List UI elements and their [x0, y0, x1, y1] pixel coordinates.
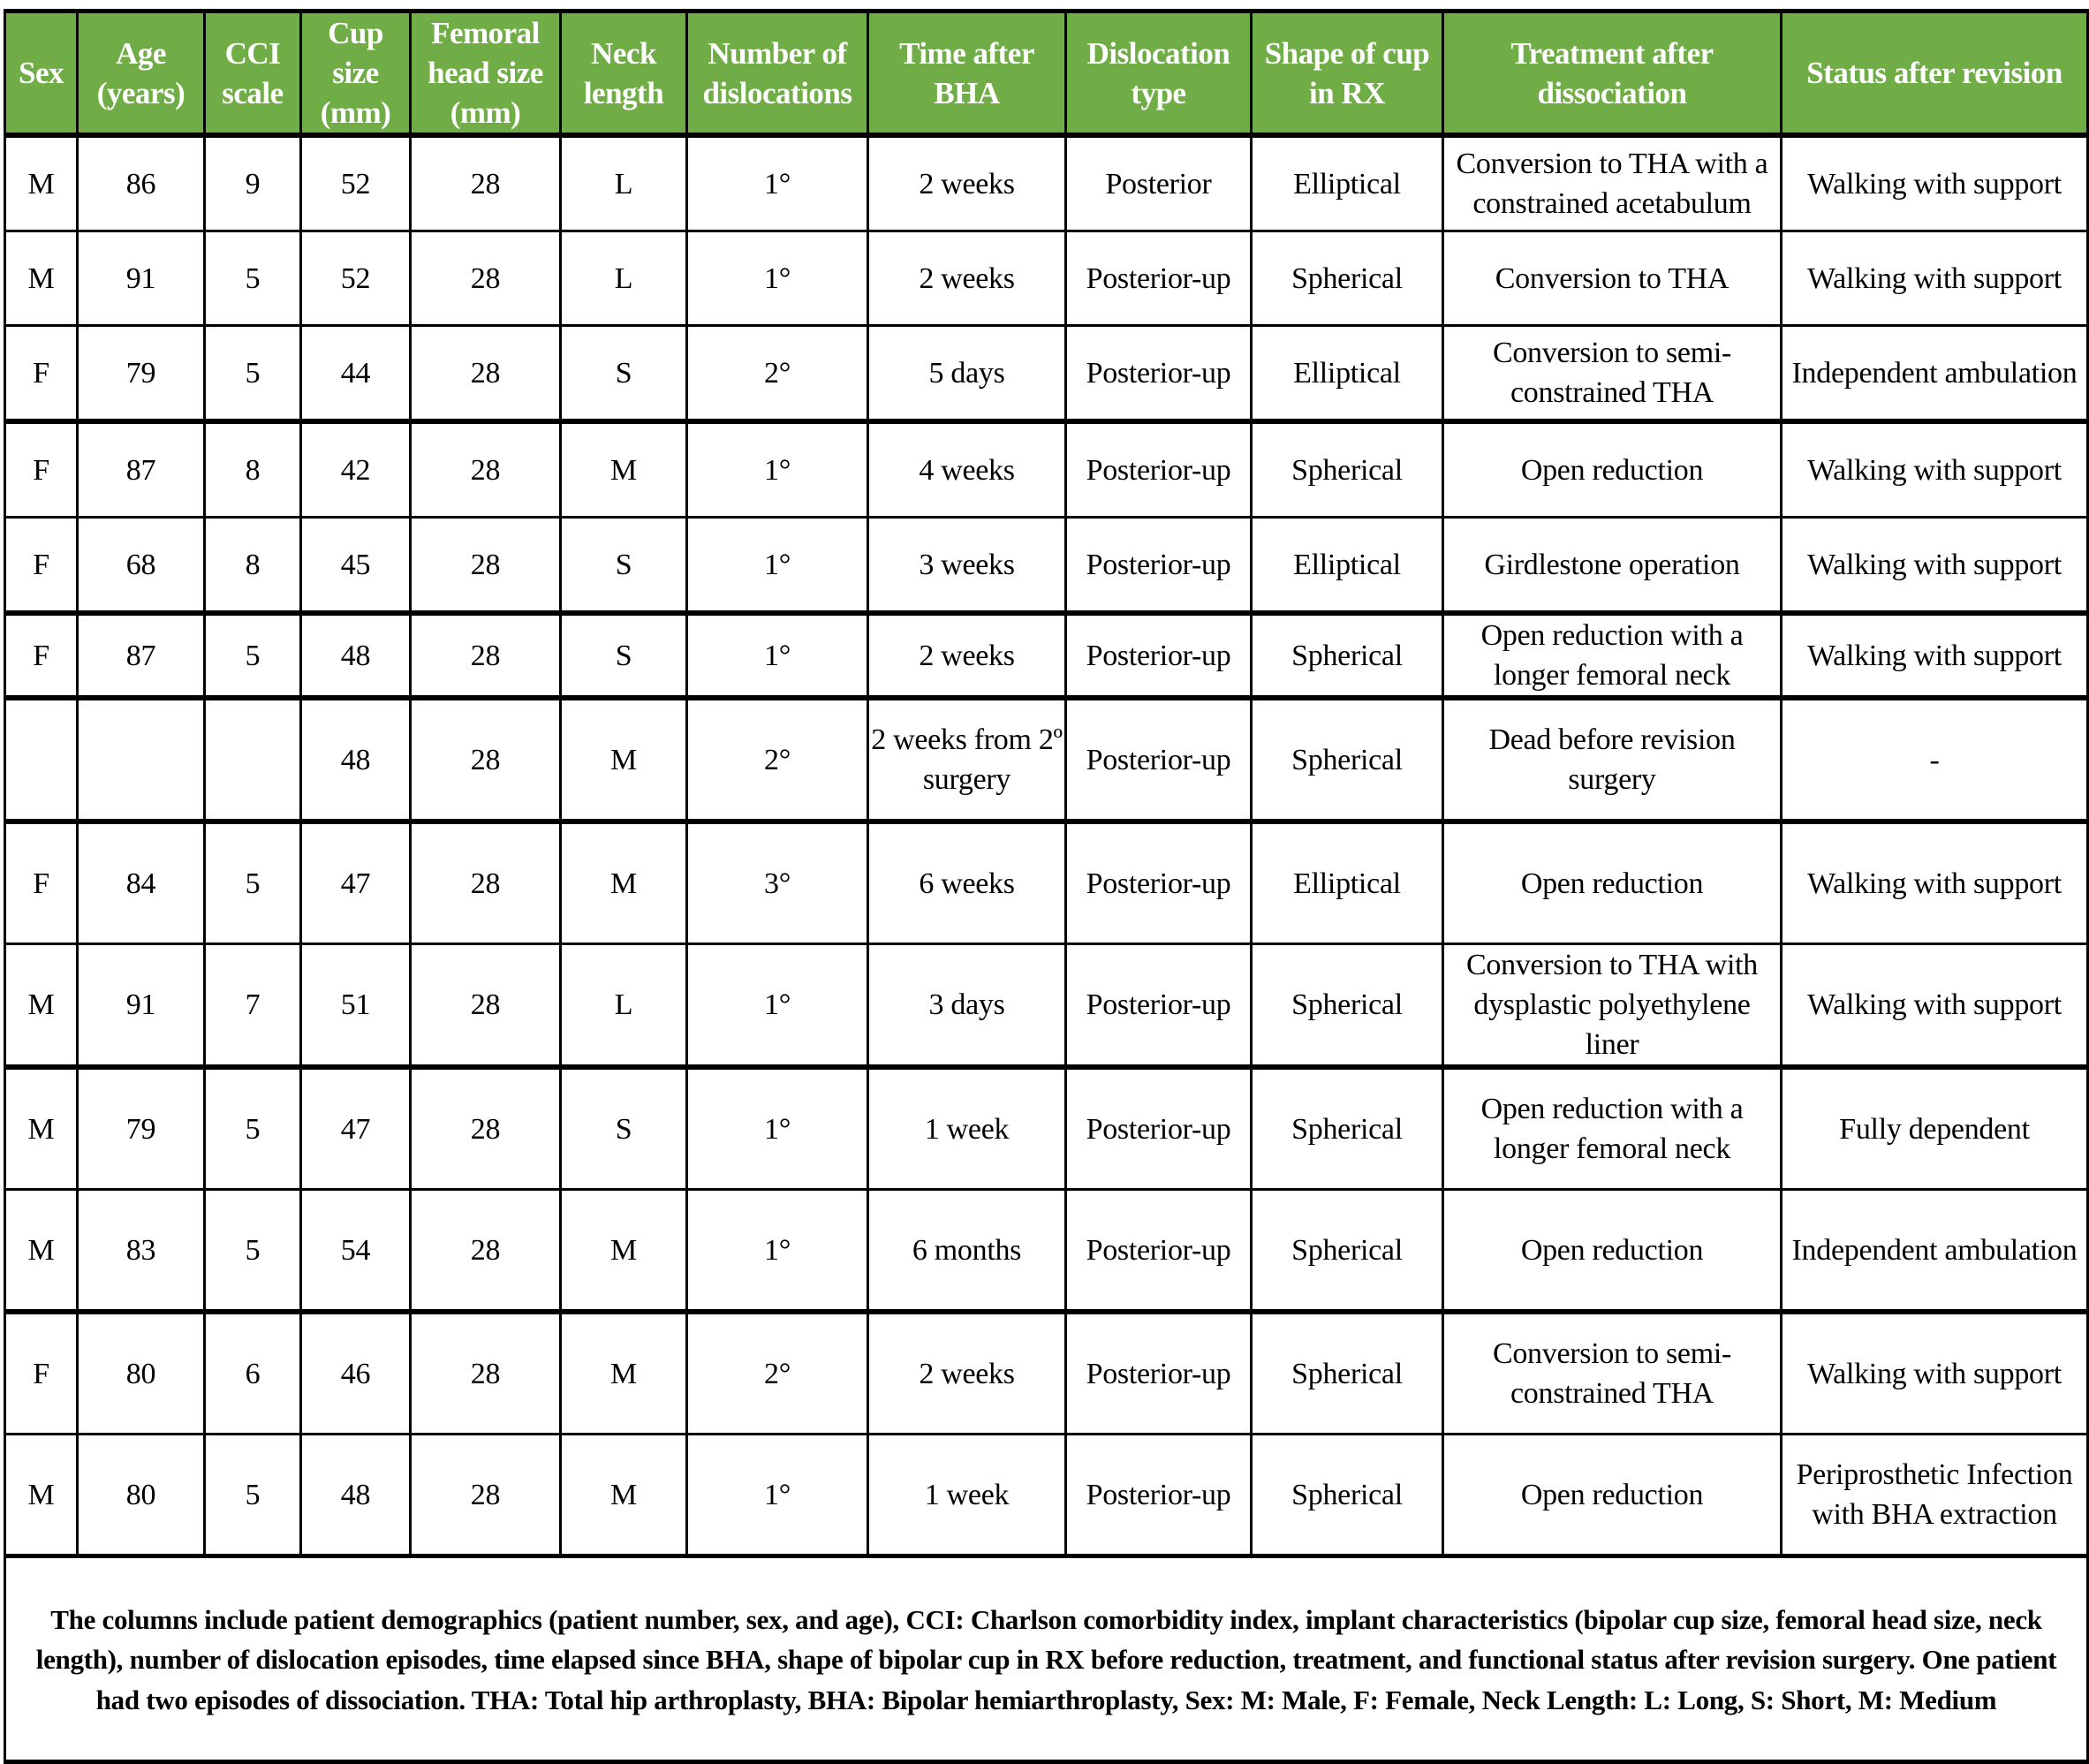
table-row [5, 698, 2088, 821]
cell-cup-shape: Spherical [1252, 613, 1443, 698]
cell-cup-shape: Spherical [1252, 1190, 1443, 1313]
cell-dislocations: 1° [687, 944, 868, 1068]
table-row [5, 1067, 2088, 1190]
cell-cci [205, 698, 301, 821]
cell-sex: F [5, 421, 78, 518]
cell-cup-size: 52 [301, 231, 411, 326]
cell-treatment: Conversion to THA [1443, 231, 1782, 326]
cell-cup-size: 48 [301, 613, 411, 698]
cell-treatment: Open reduction with a longer femoral neck [1443, 1067, 1782, 1190]
cell-dislocation-type: Posterior-up [1066, 326, 1252, 422]
cell-time-after-bha: 3 days [868, 944, 1066, 1068]
cell-femoral-head-size: 28 [411, 1435, 561, 1556]
table-row [5, 1312, 2088, 1435]
table-row [5, 518, 2088, 614]
header-cci-scale: CCI scale [205, 11, 301, 136]
cell-neck-length: M [561, 1435, 687, 1556]
cell-sex: M [5, 1435, 78, 1556]
cell-sex: M [5, 944, 78, 1068]
cell-treatment: Conversion to THA with a constrained acetabulum [1443, 135, 1782, 231]
cell-age: 87 [78, 613, 205, 698]
cell-sex: F [5, 1312, 78, 1435]
cell-cup-shape: Elliptical [1252, 821, 1443, 944]
cell-dislocation-type: Posterior-up [1066, 944, 1252, 1068]
header-shape-of-cup: Shape of cup in RX [1252, 11, 1443, 136]
cell-time-after-bha: 2 weeks [868, 1312, 1066, 1435]
cell-age: 91 [78, 944, 205, 1068]
cell-dislocations: 2° [687, 1312, 868, 1435]
cell-neck-length: M [561, 421, 687, 518]
table-row [5, 135, 2088, 231]
cell-sex: F [5, 613, 78, 698]
cell-cci: 8 [205, 421, 301, 518]
cell-treatment: Open reduction [1443, 1435, 1782, 1556]
cell-dislocations: 2° [687, 326, 868, 422]
cell-femoral-head-size: 28 [411, 421, 561, 518]
header-number-of-dislocations: Number of dislocations [687, 11, 868, 136]
cell-cup-shape: Spherical [1252, 1312, 1443, 1435]
cell-cci: 5 [205, 1067, 301, 1190]
cell-cup-size: 48 [301, 1435, 411, 1556]
cell-sex: M [5, 1190, 78, 1313]
cell-cup-shape: Elliptical [1252, 518, 1443, 614]
cell-sex [5, 698, 78, 821]
cell-time-after-bha: 2 weeks [868, 135, 1066, 231]
cell-treatment: Open reduction [1443, 1190, 1782, 1313]
cell-cup-size: 47 [301, 1067, 411, 1190]
cell-cci: 5 [205, 613, 301, 698]
cell-sex: M [5, 231, 78, 326]
cell-status: Fully dependent [1782, 1067, 2088, 1190]
cell-dislocations: 1° [687, 613, 868, 698]
cell-cci: 8 [205, 518, 301, 614]
cell-age: 91 [78, 231, 205, 326]
cell-time-after-bha: 5 days [868, 326, 1066, 422]
cell-age: 87 [78, 421, 205, 518]
cell-sex: F [5, 326, 78, 422]
cell-dislocations: 2° [687, 698, 868, 821]
cell-age: 80 [78, 1435, 205, 1556]
cell-sex: F [5, 518, 78, 614]
cell-dislocations: 1° [687, 1190, 868, 1313]
cell-femoral-head-size: 28 [411, 326, 561, 422]
cell-time-after-bha: 1 week [868, 1435, 1066, 1556]
cell-neck-length: S [561, 326, 687, 422]
cell-status: Walking with support [1782, 231, 2088, 326]
cell-dislocation-type: Posterior [1066, 135, 1252, 231]
cell-treatment: Conversion to semi-constrained THA [1443, 1312, 1782, 1435]
cell-femoral-head-size: 28 [411, 944, 561, 1068]
cell-cci: 5 [205, 1435, 301, 1556]
cell-femoral-head-size: 28 [411, 1312, 561, 1435]
cell-status: Independent ambulation [1782, 326, 2088, 422]
cell-sex: F [5, 821, 78, 944]
cell-status: Walking with support [1782, 1312, 2088, 1435]
cell-cci: 9 [205, 135, 301, 231]
header-status: Status after revision [1782, 11, 2088, 136]
cell-age: 79 [78, 326, 205, 422]
cell-treatment: Open reduction [1443, 421, 1782, 518]
header-sex: Sex [5, 11, 78, 136]
cell-status: Independent ambulation [1782, 1190, 2088, 1313]
cell-status: Walking with support [1782, 135, 2088, 231]
cell-age: 80 [78, 1312, 205, 1435]
cell-age [78, 698, 205, 821]
header-treatment: Treatment after dissociation [1443, 11, 1782, 136]
header-time-after-bha: Time after BHA [868, 11, 1066, 136]
table-row [5, 1190, 2088, 1313]
cell-treatment: Conversion to THA with dysplastic polyethylene liner [1443, 944, 1782, 1068]
cell-cup-shape: Spherical [1252, 421, 1443, 518]
cell-cci: 5 [205, 326, 301, 422]
cell-neck-length: S [561, 1067, 687, 1190]
cell-time-after-bha: 6 months [868, 1190, 1066, 1313]
cell-dislocation-type: Posterior-up [1066, 698, 1252, 821]
header-neck-length: Neck length [561, 11, 687, 136]
cell-dislocations: 3° [687, 821, 868, 944]
cell-cup-shape: Elliptical [1252, 326, 1443, 422]
cell-cup-size: 51 [301, 944, 411, 1068]
cell-dislocation-type: Posterior-up [1066, 518, 1252, 614]
cell-age: 84 [78, 821, 205, 944]
table-row [5, 1435, 2088, 1556]
cell-cup-size: 54 [301, 1190, 411, 1313]
cell-femoral-head-size: 28 [411, 518, 561, 614]
cell-cci: 5 [205, 821, 301, 944]
cell-dislocation-type: Posterior-up [1066, 231, 1252, 326]
cell-cup-size: 44 [301, 326, 411, 422]
cell-cup-shape: Elliptical [1252, 135, 1443, 231]
cell-femoral-head-size: 28 [411, 1190, 561, 1313]
cell-age: 68 [78, 518, 205, 614]
cell-time-after-bha: 2 weeks [868, 231, 1066, 326]
cell-neck-length: M [561, 1312, 687, 1435]
cell-dislocation-type: Posterior-up [1066, 1067, 1252, 1190]
cell-time-after-bha: 2 weeks from 2º surgery [868, 698, 1066, 821]
cell-femoral-head-size: 28 [411, 1067, 561, 1190]
cell-cup-shape: Spherical [1252, 1435, 1443, 1556]
cell-femoral-head-size: 28 [411, 698, 561, 821]
cell-dislocations: 1° [687, 231, 868, 326]
cell-femoral-head-size: 28 [411, 231, 561, 326]
cell-dislocation-type: Posterior-up [1066, 1312, 1252, 1435]
cell-neck-length: M [561, 698, 687, 821]
cell-neck-length: L [561, 135, 687, 231]
cell-dislocation-type: Posterior-up [1066, 613, 1252, 698]
cell-cup-shape: Spherical [1252, 1067, 1443, 1190]
header-dislocation-type: Dislocation type [1066, 11, 1252, 136]
table-row [5, 821, 2088, 944]
cell-time-after-bha: 1 week [868, 1067, 1066, 1190]
cell-cci: 6 [205, 1312, 301, 1435]
cell-neck-length: M [561, 1190, 687, 1313]
cell-cup-size: 45 [301, 518, 411, 614]
cell-age: 86 [78, 135, 205, 231]
cell-time-after-bha: 3 weeks [868, 518, 1066, 614]
cell-dislocations: 1° [687, 421, 868, 518]
cell-dislocation-type: Posterior-up [1066, 821, 1252, 944]
cell-cup-size: 46 [301, 1312, 411, 1435]
cell-time-after-bha: 4 weeks [868, 421, 1066, 518]
cell-neck-length: S [561, 518, 687, 614]
cell-cci: 7 [205, 944, 301, 1068]
cell-dislocation-type: Posterior-up [1066, 1435, 1252, 1556]
cell-status: Walking with support [1782, 518, 2088, 614]
header-age: Age (years) [78, 11, 205, 136]
patient-dislocation-table [4, 9, 2089, 1764]
cell-status: Walking with support [1782, 613, 2088, 698]
cell-time-after-bha: 2 weeks [868, 613, 1066, 698]
cell-cci: 5 [205, 1190, 301, 1313]
cell-cup-shape: Spherical [1252, 231, 1443, 326]
cell-treatment: Open reduction [1443, 821, 1782, 944]
cell-cup-size: 52 [301, 135, 411, 231]
cell-dislocations: 1° [687, 518, 868, 614]
cell-neck-length: L [561, 944, 687, 1068]
table-row [5, 231, 2088, 326]
patient-table-container [4, 9, 2086, 1764]
table-row [5, 944, 2088, 1068]
cell-status: Walking with support [1782, 821, 2088, 944]
cell-dislocations: 1° [687, 135, 868, 231]
cell-dislocations: 1° [687, 1067, 868, 1190]
cell-cup-size: 47 [301, 821, 411, 944]
cell-neck-length: S [561, 613, 687, 698]
footnote-row [5, 1556, 2088, 1762]
cell-status: Periprosthetic Infection with BHA extraction [1782, 1435, 2088, 1556]
cell-time-after-bha: 6 weeks [868, 821, 1066, 944]
header-femoral-head-size: Femoral head size (mm) [411, 11, 561, 136]
table-row [5, 326, 2088, 422]
cell-dislocation-type: Posterior-up [1066, 1190, 1252, 1313]
cell-sex: M [5, 135, 78, 231]
cell-treatment: Dead before revision surgery [1443, 698, 1782, 821]
cell-neck-length: L [561, 231, 687, 326]
cell-age: 79 [78, 1067, 205, 1190]
header-cup-size: Cup size (mm) [301, 11, 411, 136]
cell-treatment: Conversion to semi-constrained THA [1443, 326, 1782, 422]
cell-sex: M [5, 1067, 78, 1190]
cell-treatment: Open reduction with a longer femoral neck [1443, 613, 1782, 698]
cell-femoral-head-size: 28 [411, 613, 561, 698]
cell-status: Walking with support [1782, 421, 2088, 518]
cell-status: - [1782, 698, 2088, 821]
cell-dislocation-type: Posterior-up [1066, 421, 1252, 518]
cell-status: Walking with support [1782, 944, 2088, 1068]
cell-cci: 5 [205, 231, 301, 326]
cell-femoral-head-size: 28 [411, 821, 561, 944]
cell-cup-shape: Spherical [1252, 944, 1443, 1068]
cell-cup-size: 48 [301, 698, 411, 821]
cell-femoral-head-size: 28 [411, 135, 561, 231]
table-row [5, 421, 2088, 518]
table-row [5, 613, 2088, 698]
cell-cup-size: 42 [301, 421, 411, 518]
cell-neck-length: M [561, 821, 687, 944]
cell-dislocations: 1° [687, 1435, 868, 1556]
table-footnote: The columns include patient demographics (patient number, sex, and age), CCI: Charlson comorbidity index, implant characteristics (bipolar cup size, femoral head size, neck length), number of dislocation episodes, time elapsed since BHA, shape of bipolar cup in RX before reduction, treatment, and functional status after revision surgery. One patient had two episodes of dissociation. THA: Total hip arthroplasty, BHA: Bipolar hemiarthroplasty, Sex: M: Male, F: Female, Neck Length: L: Long, S: Short, M: Medium [5, 1556, 2088, 1762]
table-body [5, 135, 2088, 1556]
cell-treatment: Girdlestone operation [1443, 518, 1782, 614]
header-row [5, 11, 2088, 136]
cell-age: 83 [78, 1190, 205, 1313]
cell-cup-shape: Spherical [1252, 698, 1443, 821]
